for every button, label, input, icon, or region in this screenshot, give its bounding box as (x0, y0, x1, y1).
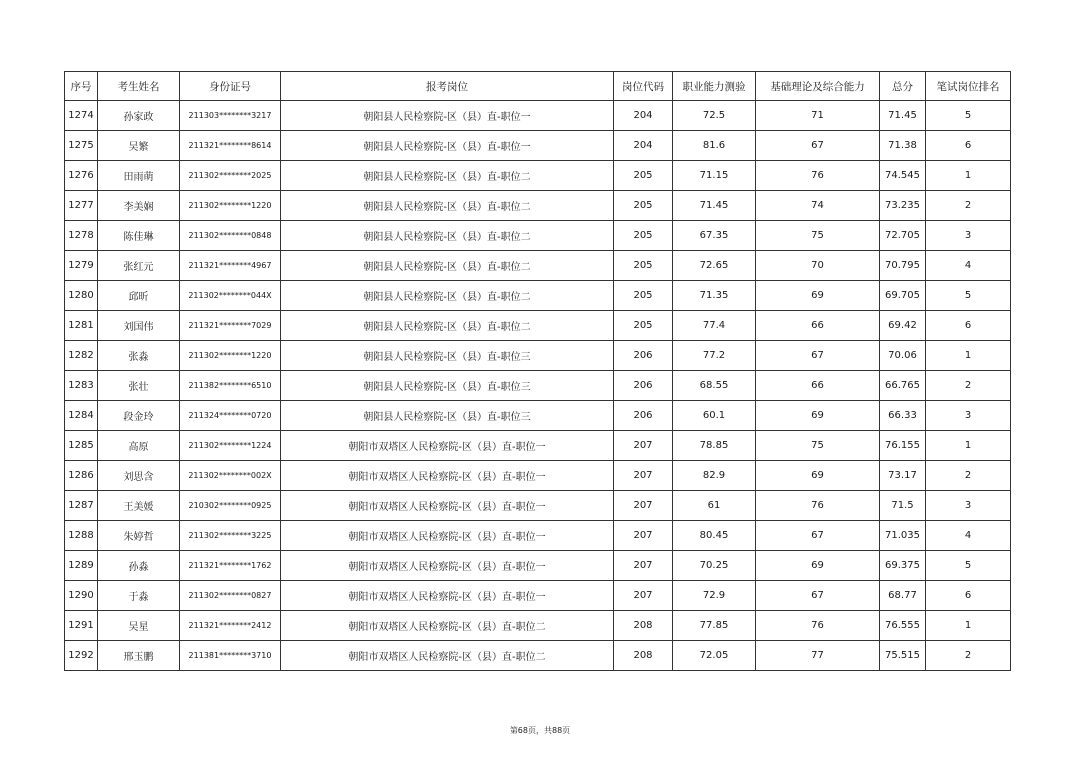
cell-id-number: 211321********1762 (180, 551, 281, 581)
cell-name: 段金玲 (98, 401, 180, 431)
cell-name: 张壮 (98, 371, 180, 401)
table-row (65, 191, 1011, 221)
cell-aptitude-score: 71.35 (673, 281, 756, 311)
cell-id-number: 211381********3710 (180, 641, 281, 671)
cell-id-number: 211302********0848 (180, 221, 281, 251)
cell-total-score: 71.38 (880, 131, 926, 161)
table-row (65, 221, 1011, 251)
header-aptitude-score: 职业能力测验 (673, 72, 756, 101)
cell-seq: 1278 (65, 221, 98, 251)
cell-total-score: 66.33 (880, 401, 926, 431)
header-position: 报考岗位 (281, 72, 614, 101)
cell-total-score: 76.555 (880, 611, 926, 641)
cell-aptitude-score: 72.5 (673, 101, 756, 131)
cell-rank: 6 (926, 311, 1011, 341)
cell-seq: 1285 (65, 431, 98, 461)
cell-theory-score: 66 (756, 371, 880, 401)
cell-rank: 2 (926, 191, 1011, 221)
cell-name: 陈佳琳 (98, 221, 180, 251)
cell-id-number: 211302********002X (180, 461, 281, 491)
cell-rank: 1 (926, 341, 1011, 371)
cell-rank: 2 (926, 371, 1011, 401)
cell-rank: 5 (926, 281, 1011, 311)
cell-theory-score: 77 (756, 641, 880, 671)
cell-name: 吴繁 (98, 131, 180, 161)
cell-position: 朝阳市双塔区人民检察院-区（县）直-职位一 (281, 581, 614, 611)
header-theory-score: 基础理论及综合能力 (756, 72, 880, 101)
cell-position-code: 206 (614, 401, 673, 431)
cell-total-score: 70.06 (880, 341, 926, 371)
cell-position-code: 205 (614, 311, 673, 341)
cell-seq: 1289 (65, 551, 98, 581)
cell-position: 朝阳县人民检察院-区（县）直-职位三 (281, 401, 614, 431)
cell-position: 朝阳县人民检察院-区（县）直-职位二 (281, 251, 614, 281)
table-row (65, 461, 1011, 491)
cell-seq: 1280 (65, 281, 98, 311)
cell-seq: 1274 (65, 101, 98, 131)
cell-total-score: 74.545 (880, 161, 926, 191)
cell-position: 朝阳市双塔区人民检察院-区（县）直-职位二 (281, 611, 614, 641)
cell-id-number: 211324********0720 (180, 401, 281, 431)
cell-position-code: 207 (614, 551, 673, 581)
cell-theory-score: 69 (756, 401, 880, 431)
table-row (65, 311, 1011, 341)
cell-position: 朝阳县人民检察院-区（县）直-职位二 (281, 161, 614, 191)
cell-position: 朝阳市双塔区人民检察院-区（县）直-职位一 (281, 461, 614, 491)
cell-rank: 3 (926, 401, 1011, 431)
cell-total-score: 76.155 (880, 431, 926, 461)
cell-seq: 1282 (65, 341, 98, 371)
cell-total-score: 70.795 (880, 251, 926, 281)
cell-rank: 1 (926, 161, 1011, 191)
header-seq: 序号 (65, 72, 98, 101)
table-row (65, 641, 1011, 671)
cell-theory-score: 76 (756, 161, 880, 191)
cell-seq: 1291 (65, 611, 98, 641)
cell-theory-score: 69 (756, 551, 880, 581)
cell-id-number: 211303********3217 (180, 101, 281, 131)
cell-total-score: 66.765 (880, 371, 926, 401)
cell-theory-score: 69 (756, 281, 880, 311)
cell-position: 朝阳市双塔区人民检察院-区（县）直-职位一 (281, 491, 614, 521)
cell-position: 朝阳市双塔区人民检察院-区（县）直-职位一 (281, 431, 614, 461)
cell-position-code: 204 (614, 131, 673, 161)
cell-name: 刘思含 (98, 461, 180, 491)
cell-aptitude-score: 71.15 (673, 161, 756, 191)
table-row (65, 521, 1011, 551)
cell-theory-score: 67 (756, 131, 880, 161)
cell-position: 朝阳县人民检察院-区（县）直-职位一 (281, 131, 614, 161)
cell-aptitude-score: 78.85 (673, 431, 756, 461)
cell-id-number: 211302********1220 (180, 341, 281, 371)
cell-total-score: 75.515 (880, 641, 926, 671)
cell-position: 朝阳县人民检察院-区（县）直-职位二 (281, 281, 614, 311)
table-row (65, 401, 1011, 431)
cell-seq: 1292 (65, 641, 98, 671)
cell-position: 朝阳市双塔区人民检察院-区（县）直-职位一 (281, 521, 614, 551)
cell-name: 邢玉鹏 (98, 641, 180, 671)
cell-aptitude-score: 60.1 (673, 401, 756, 431)
cell-theory-score: 76 (756, 611, 880, 641)
table-row (65, 161, 1011, 191)
cell-seq: 1288 (65, 521, 98, 551)
cell-theory-score: 67 (756, 341, 880, 371)
cell-name: 刘国伟 (98, 311, 180, 341)
cell-rank: 3 (926, 491, 1011, 521)
cell-position: 朝阳县人民检察院-区（县）直-职位一 (281, 101, 614, 131)
cell-position-code: 207 (614, 431, 673, 461)
header-rank: 笔试岗位排名 (926, 72, 1011, 101)
cell-aptitude-score: 61 (673, 491, 756, 521)
cell-position: 朝阳县人民检察院-区（县）直-职位二 (281, 311, 614, 341)
cell-rank: 5 (926, 551, 1011, 581)
cell-total-score: 73.235 (880, 191, 926, 221)
cell-theory-score: 67 (756, 521, 880, 551)
header-position-code: 岗位代码 (614, 72, 673, 101)
cell-rank: 5 (926, 101, 1011, 131)
cell-position-code: 204 (614, 101, 673, 131)
cell-id-number: 211302********2025 (180, 161, 281, 191)
cell-theory-score: 70 (756, 251, 880, 281)
cell-name: 张红元 (98, 251, 180, 281)
cell-position: 朝阳县人民检察院-区（县）直-职位三 (281, 341, 614, 371)
cell-position-code: 205 (614, 281, 673, 311)
table-row (65, 431, 1011, 461)
cell-name: 张淼 (98, 341, 180, 371)
cell-theory-score: 74 (756, 191, 880, 221)
cell-theory-score: 66 (756, 311, 880, 341)
cell-id-number: 211302********044X (180, 281, 281, 311)
cell-aptitude-score: 67.35 (673, 221, 756, 251)
cell-position-code: 207 (614, 461, 673, 491)
cell-rank: 1 (926, 611, 1011, 641)
cell-seq: 1283 (65, 371, 98, 401)
cell-rank: 6 (926, 581, 1011, 611)
cell-seq: 1281 (65, 311, 98, 341)
cell-rank: 6 (926, 131, 1011, 161)
cell-position-code: 208 (614, 641, 673, 671)
cell-rank: 4 (926, 521, 1011, 551)
cell-total-score: 71.5 (880, 491, 926, 521)
cell-aptitude-score: 77.85 (673, 611, 756, 641)
cell-theory-score: 67 (756, 581, 880, 611)
cell-aptitude-score: 72.9 (673, 581, 756, 611)
cell-seq: 1290 (65, 581, 98, 611)
cell-name: 王美媛 (98, 491, 180, 521)
cell-position-code: 205 (614, 161, 673, 191)
cell-position-code: 208 (614, 611, 673, 641)
cell-name: 李美娴 (98, 191, 180, 221)
table-row (65, 491, 1011, 521)
cell-name: 吴星 (98, 611, 180, 641)
table-header-row (65, 72, 1011, 101)
cell-rank: 4 (926, 251, 1011, 281)
cell-name: 孙淼 (98, 551, 180, 581)
cell-position: 朝阳市双塔区人民检察院-区（县）直-职位一 (281, 551, 614, 581)
cell-total-score: 72.705 (880, 221, 926, 251)
cell-aptitude-score: 68.55 (673, 371, 756, 401)
cell-position-code: 206 (614, 371, 673, 401)
cell-aptitude-score: 71.45 (673, 191, 756, 221)
cell-aptitude-score: 70.25 (673, 551, 756, 581)
cell-id-number: 211321********4967 (180, 251, 281, 281)
cell-id-number: 211302********0827 (180, 581, 281, 611)
cell-seq: 1286 (65, 461, 98, 491)
cell-name: 于淼 (98, 581, 180, 611)
results-table (64, 71, 1011, 671)
cell-seq: 1277 (65, 191, 98, 221)
cell-id-number: 210302********0925 (180, 491, 281, 521)
cell-name: 邱昕 (98, 281, 180, 311)
cell-total-score: 71.45 (880, 101, 926, 131)
cell-position-code: 207 (614, 491, 673, 521)
cell-position: 朝阳县人民检察院-区（县）直-职位二 (281, 221, 614, 251)
cell-id-number: 211302********1224 (180, 431, 281, 461)
cell-aptitude-score: 82.9 (673, 461, 756, 491)
cell-total-score: 73.17 (880, 461, 926, 491)
cell-position-code: 205 (614, 221, 673, 251)
cell-position-code: 205 (614, 251, 673, 281)
cell-rank: 2 (926, 461, 1011, 491)
cell-aptitude-score: 77.2 (673, 341, 756, 371)
cell-rank: 1 (926, 431, 1011, 461)
cell-position-code: 206 (614, 341, 673, 371)
cell-total-score: 69.42 (880, 311, 926, 341)
table-row (65, 341, 1011, 371)
cell-seq: 1276 (65, 161, 98, 191)
table-row (65, 101, 1011, 131)
header-name: 考生姓名 (98, 72, 180, 101)
cell-aptitude-score: 80.45 (673, 521, 756, 551)
cell-name: 高原 (98, 431, 180, 461)
cell-position-code: 205 (614, 191, 673, 221)
cell-total-score: 69.375 (880, 551, 926, 581)
table-body (65, 101, 1011, 671)
cell-position: 朝阳市双塔区人民检察院-区（县）直-职位二 (281, 641, 614, 671)
cell-id-number: 211302********3225 (180, 521, 281, 551)
table-row (65, 611, 1011, 641)
cell-theory-score: 71 (756, 101, 880, 131)
table-row (65, 551, 1011, 581)
cell-seq: 1287 (65, 491, 98, 521)
cell-total-score: 71.035 (880, 521, 926, 551)
header-total-score: 总分 (880, 72, 926, 101)
cell-position-code: 207 (614, 521, 673, 551)
cell-name: 朱婷哲 (98, 521, 180, 551)
cell-seq: 1275 (65, 131, 98, 161)
header-id-number: 身份证号 (180, 72, 281, 101)
table-row (65, 251, 1011, 281)
cell-total-score: 69.705 (880, 281, 926, 311)
page-number: 第68页，共88页 (509, 726, 571, 735)
cell-id-number: 211321********7029 (180, 311, 281, 341)
cell-position: 朝阳县人民检察院-区（县）直-职位二 (281, 191, 614, 221)
cell-rank: 2 (926, 641, 1011, 671)
cell-id-number: 211302********1220 (180, 191, 281, 221)
cell-aptitude-score: 81.6 (673, 131, 756, 161)
table-row (65, 371, 1011, 401)
cell-name: 田雨萌 (98, 161, 180, 191)
table-row (65, 281, 1011, 311)
cell-position: 朝阳县人民检察院-区（县）直-职位三 (281, 371, 614, 401)
cell-id-number: 211321********8614 (180, 131, 281, 161)
table-row (65, 131, 1011, 161)
cell-name: 孙家政 (98, 101, 180, 131)
cell-seq: 1284 (65, 401, 98, 431)
cell-theory-score: 75 (756, 221, 880, 251)
cell-position-code: 207 (614, 581, 673, 611)
cell-rank: 3 (926, 221, 1011, 251)
cell-id-number: 211321********2412 (180, 611, 281, 641)
cell-id-number: 211382********6510 (180, 371, 281, 401)
table-row (65, 581, 1011, 611)
cell-aptitude-score: 77.4 (673, 311, 756, 341)
cell-theory-score: 76 (756, 491, 880, 521)
cell-total-score: 68.77 (880, 581, 926, 611)
cell-aptitude-score: 72.65 (673, 251, 756, 281)
cell-seq: 1279 (65, 251, 98, 281)
cell-theory-score: 69 (756, 461, 880, 491)
cell-aptitude-score: 72.05 (673, 641, 756, 671)
cell-theory-score: 75 (756, 431, 880, 461)
